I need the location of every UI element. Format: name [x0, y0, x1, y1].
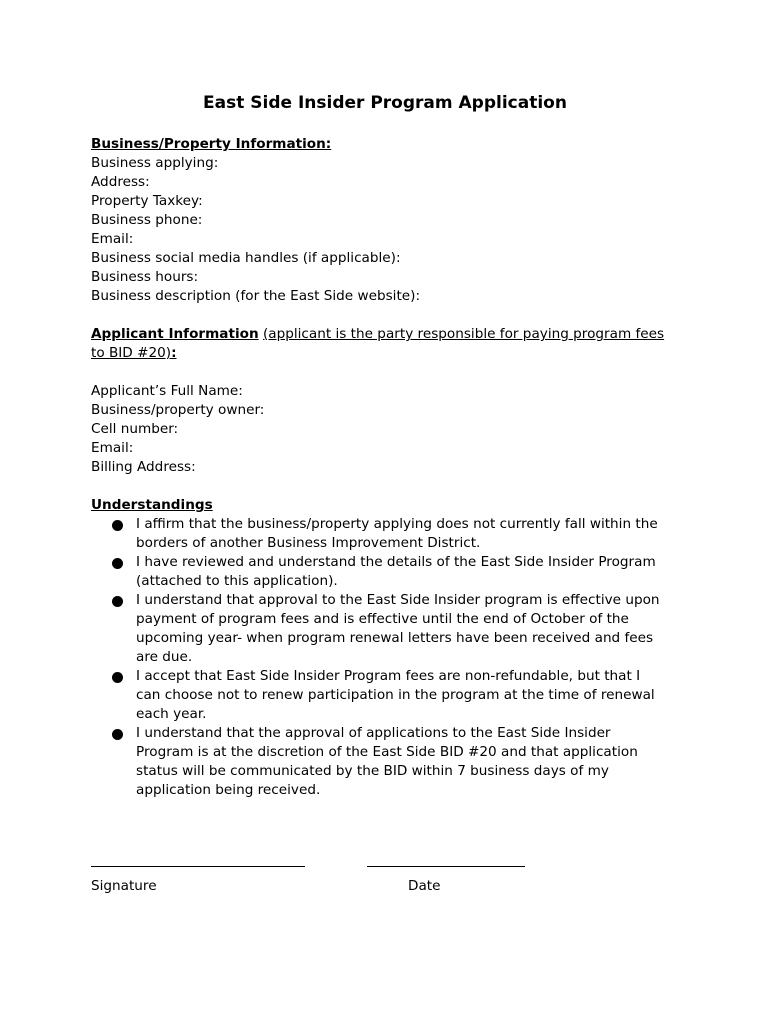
bullet-icon — [112, 729, 123, 740]
understanding-item — [112, 667, 682, 724]
field-address: Address: — [91, 174, 150, 190]
page-title: East Side Insider Program Application — [203, 93, 567, 113]
understanding-text: I understand that the approval of applications to the East Side Insider — [136, 725, 611, 741]
bullet-icon — [112, 558, 123, 569]
understanding-text: upcoming year- when program renewal letters have been received and fees — [136, 630, 654, 646]
understanding-item — [112, 515, 682, 553]
applicant-heading: Applicant Information — [91, 326, 259, 342]
field-billing-address: Billing Address: — [91, 459, 196, 475]
understanding-text: payment of program fees and is effective until the end of October of the — [136, 611, 629, 627]
signature-label: Signature — [91, 878, 157, 894]
understanding-text: can choose not to renew participation in the program at the time of renewal — [136, 687, 655, 703]
signature-line[interactable] — [91, 866, 305, 867]
field-social-media: Business social media handles (if applicable): — [91, 250, 401, 266]
business-section — [91, 135, 691, 306]
field-business-email: Email: — [91, 231, 134, 247]
field-property-taxkey: Property Taxkey: — [91, 193, 203, 209]
understanding-text: Program is at the discretion of the East Side BID #20 and that application — [136, 744, 638, 760]
understandings-list — [112, 515, 682, 800]
applicant-fields — [91, 382, 691, 477]
field-business-phone: Business phone: — [91, 212, 203, 228]
date-label: Date — [408, 878, 441, 894]
understanding-text: I have reviewed and understand the details of the East Side Insider Program — [136, 554, 656, 570]
understanding-text: I understand that approval to the East Side Insider program is effective upon — [136, 592, 660, 608]
bullet-icon — [112, 672, 123, 683]
field-business-applying: Business applying: — [91, 155, 219, 171]
understanding-text: each year. — [136, 706, 207, 722]
understanding-item — [112, 591, 682, 667]
applicant-section — [91, 325, 691, 363]
understandings-section — [91, 496, 691, 515]
bullet-icon — [112, 596, 123, 607]
understanding-text: I accept that East Side Insider Program fees are non-refundable, but that I — [136, 668, 641, 684]
applicant-note-colon: : — [171, 345, 177, 361]
business-heading: Business/Property Information: — [91, 136, 332, 152]
bullet-icon — [112, 520, 123, 531]
field-business-hours: Business hours: — [91, 269, 199, 285]
field-business-description: Business description (for the East Side website): — [91, 288, 421, 304]
understanding-text: (attached to this application). — [136, 573, 338, 589]
understanding-item — [112, 724, 682, 800]
applicant-note-line1: (applicant is the party responsible for paying program fees — [262, 326, 665, 342]
understanding-text: I affirm that the business/property applying does not currently fall within the — [136, 516, 658, 532]
understanding-text: status will be communicated by the BID within 7 business days of my — [136, 763, 609, 779]
field-cell-number: Cell number: — [91, 421, 179, 437]
understanding-text: are due. — [136, 649, 193, 665]
understandings-heading: Understandings — [91, 497, 213, 513]
field-applicant-email: Email: — [91, 440, 134, 456]
understanding-item — [112, 553, 682, 591]
field-applicant-name: Applicant’s Full Name: — [91, 383, 243, 399]
understanding-text: borders of another Business Improvement District. — [136, 535, 481, 551]
date-line[interactable] — [367, 866, 525, 867]
applicant-note-line2: to BID #20) — [91, 345, 172, 361]
understanding-text: application being received. — [136, 782, 321, 798]
field-property-owner: Business/property owner: — [91, 402, 265, 418]
